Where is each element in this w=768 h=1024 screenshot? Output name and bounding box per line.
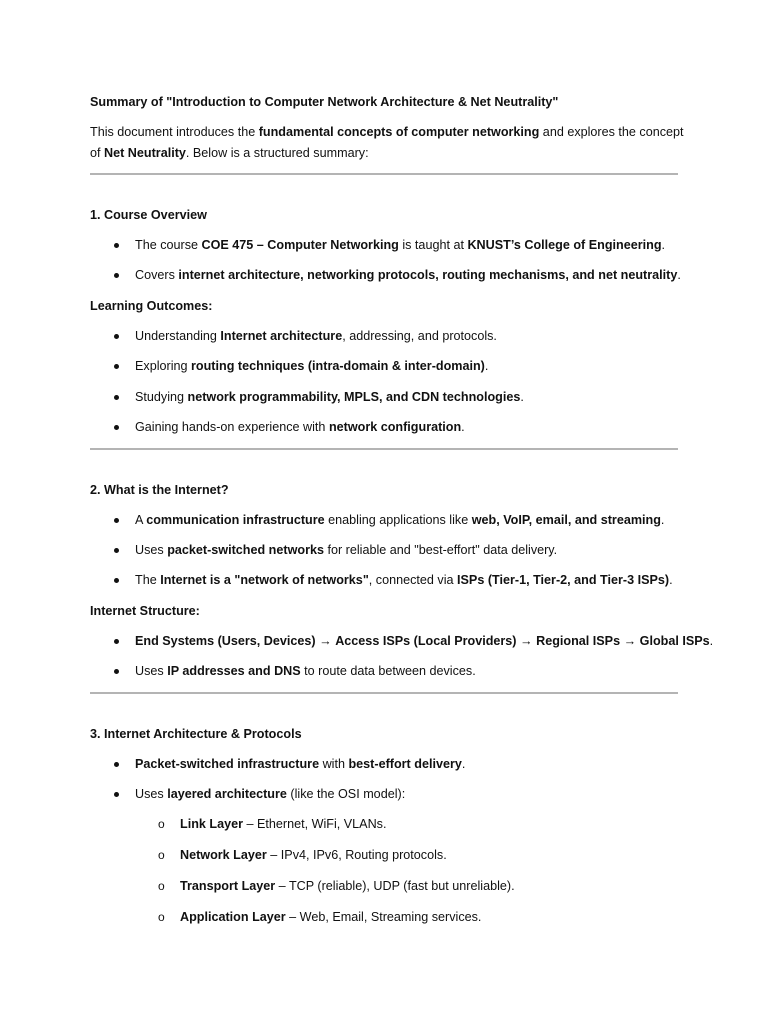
list-text: – Web, Email, Streaming services. [285,910,482,924]
intro-text: . Below is a structured summary: [185,146,369,160]
list-text: . [660,513,665,527]
list-text: (like the OSI model): [286,787,406,801]
list-text: The [135,573,161,587]
list-text: . [461,757,466,771]
list-bold: Regional ISPs [536,634,621,648]
sub-bullet-icon: o [158,817,165,831]
list-item [135,389,524,405]
list-text: Covers [135,268,179,282]
list-text: enabling applications like [324,513,472,527]
bullet-icon [114,792,119,797]
list-bold: packet-switched networks [167,543,324,557]
list-text: . [709,634,714,648]
bullet-icon [114,273,119,278]
list-bold: Access ISPs (Local Providers) [335,634,517,648]
list-bold: IP addresses and DNS [167,664,301,678]
list-text: Understanding [135,329,221,343]
list-bold: Network Layer [180,848,267,862]
list-text: – IPv4, IPv6, Routing protocols. [266,848,447,862]
bullet-icon [114,243,119,248]
internet-structure-heading [90,603,200,619]
list-item [135,663,476,679]
list-bold: network programmability, MPLS, and CDN technologies [187,390,521,404]
section-1-heading [90,207,207,223]
list-bold: best-effort delivery [348,757,462,771]
list-bold: internet architecture, networking protocols, routing mechanisms, and net neutrality [178,268,678,282]
document-title-text: Summary of "Introduction to Computer Network Architecture & Net Neutrality" [90,95,559,109]
learning-outcomes-heading [90,298,212,314]
list-bold: Packet-switched infrastructure [135,757,320,771]
intro-bold: fundamental concepts of computer networking [258,125,540,139]
list-text: – Ethernet, WiFi, VLANs. [243,817,387,831]
sub-bullet-icon: o [158,879,165,893]
list-bold: Internet architecture [220,329,343,343]
list-text: for reliable and "best-effort" data delivery. [323,543,558,557]
list-item [135,572,673,588]
section-2-heading [90,482,229,498]
list-text: Gaining hands-on experience with [135,420,329,434]
list-text: to route data between devices. [300,664,476,678]
section-1-heading-text: 1. Course Overview [90,208,207,222]
list-text: – TCP (reliable), UDP (fast but unreliable). [275,879,515,893]
list-item [135,267,681,283]
learning-outcomes-heading-text: Learning Outcomes: [90,299,213,313]
intro-line-1 [90,124,684,140]
list-text: Exploring [135,359,192,373]
section-3-heading [90,726,302,742]
list-text: is taught at [398,238,468,252]
bullet-icon [114,518,119,523]
list-bold: Internet is a "network of networks" [160,573,369,587]
list-bold: Application Layer [180,910,286,924]
list-text: The course [135,238,202,252]
list-bold: network configuration [328,420,462,434]
list-item [135,756,465,772]
list-text: , connected via [368,573,458,587]
list-bold: Global ISPs [639,634,710,648]
list-text: , addressing, and protocols. [342,329,497,343]
sub-list-item [180,878,515,894]
bullet-icon [114,364,119,369]
list-bold: communication infrastructure [146,513,325,527]
list-text: with [319,757,349,771]
sub-list-item [180,816,386,832]
list-item [135,419,465,435]
arrow-icon: → [516,634,537,648]
list-bold: web, VoIP, email, and streaming [471,513,661,527]
list-item [135,786,405,802]
bullet-icon [114,669,119,674]
list-bold: End Systems (Users, Devices) [135,634,316,648]
list-item [135,328,497,344]
sub-bullet-icon: o [158,848,165,862]
bullet-icon [114,425,119,430]
bullet-icon [114,639,119,644]
intro-line-2 [90,145,369,161]
list-bold: layered architecture [167,787,287,801]
intro-bold: Net Neutrality [104,146,186,160]
bullet-icon [114,578,119,583]
sub-list-item [180,847,447,863]
list-text: . [677,268,681,282]
intro-text: and explores the concept [539,125,684,139]
list-text: . [661,238,666,252]
list-text: A [135,513,147,527]
section-divider [90,448,678,450]
arrow-icon: → [315,634,336,648]
list-bold: Transport Layer [180,879,276,893]
list-bold: COE 475 – Computer Networking [201,238,399,252]
list-bold: routing techniques (intra-domain & inter-domain) [191,359,485,373]
list-text: . [484,359,489,373]
list-item [135,542,557,558]
list-bold: KNUST’s College of Engineering [467,238,662,252]
bullet-icon [114,395,119,400]
list-bold: ISPs (Tier-1, Tier-2, and Tier-3 ISPs) [457,573,670,587]
list-text: . [520,390,524,404]
list-item [135,237,665,253]
list-text: Studying [135,390,188,404]
arrow-icon: → [620,634,640,648]
list-item [135,633,713,649]
bullet-icon [114,762,119,767]
list-item [135,512,664,528]
sub-list-item [180,909,481,925]
list-item [135,358,488,374]
bullet-icon [114,548,119,553]
document-title [90,94,558,110]
list-text: Uses [135,664,168,678]
internet-structure-heading-text: Internet Structure: [90,604,200,618]
section-divider [90,692,678,694]
section-2-heading-text: 2. What is the Internet? [90,483,229,497]
intro-text: of [90,146,105,160]
list-text: Uses [135,543,168,557]
bullet-icon [114,334,119,339]
list-text: Uses [135,787,168,801]
list-text: . [461,420,465,434]
list-bold: Link Layer [180,817,243,831]
list-text: . [669,573,673,587]
intro-text: This document introduces the [90,125,259,139]
section-divider [90,173,678,175]
section-3-heading-text: 3. Internet Architecture & Protocols [90,727,302,741]
sub-bullet-icon: o [158,910,165,924]
